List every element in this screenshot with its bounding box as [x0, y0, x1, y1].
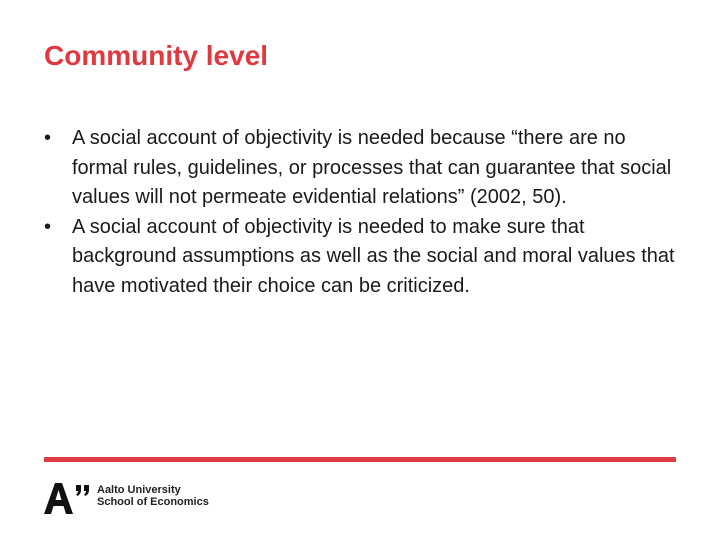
bullet-text: A social account of objectivity is needed because “there are no formal rules, guidelines, or processes that can guarantee that social values will not permeate evidential relations” (2002, 50). — [72, 127, 672, 208]
bullet-list — [44, 124, 684, 301]
bullet-text: A social account of objectivity is needed to make sure that background assumptions as well as the social and moral values that have motivated their choice can be criticized. — [72, 215, 675, 297]
bullet-marker: • — [44, 127, 52, 149]
aalto-logo — [44, 481, 244, 515]
slide-title: Community level — [44, 40, 269, 71]
footer-divider — [44, 457, 676, 462]
university-name: Aalto University — [97, 484, 181, 496]
bullet-marker: • — [44, 215, 52, 238]
bullet-item — [44, 124, 684, 213]
bullet-item — [44, 213, 684, 302]
school-name: School of Economics — [97, 496, 209, 508]
aalto-a-logo-icon — [44, 481, 92, 515]
